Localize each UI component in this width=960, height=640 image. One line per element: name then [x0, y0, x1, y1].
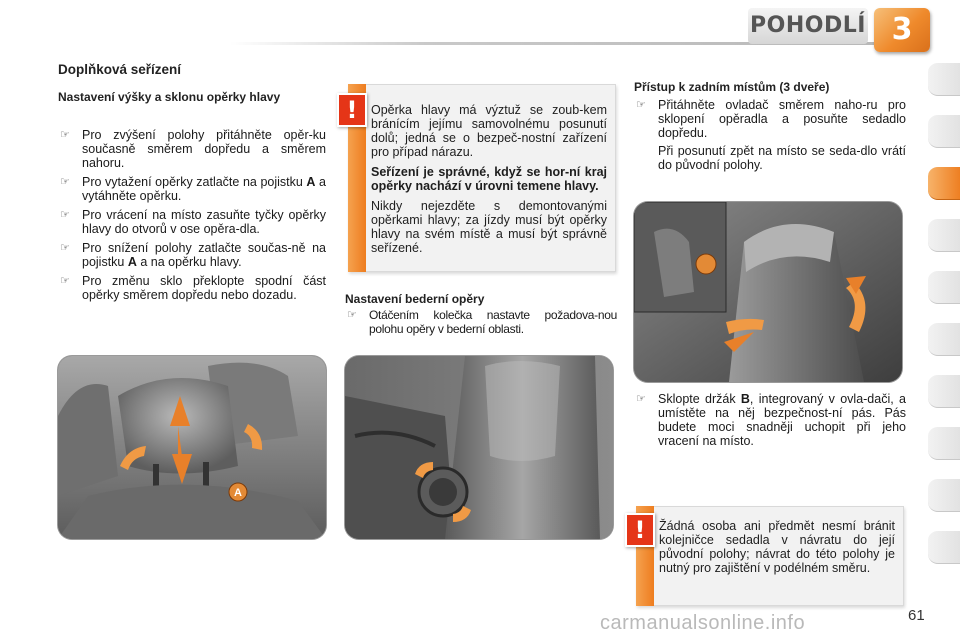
warning-text	[659, 519, 895, 581]
section-heading: Doplňková seřízení	[58, 62, 182, 77]
warning-box-headrest	[348, 84, 616, 272]
warning-paragraph: Nikdy nejezděte s demontovanými opěrkami hlavy; za jízdy musí být opěrky hlavy na svém místě a musí být správně seřízené.	[371, 199, 607, 255]
chapter-title: POHODLÍ	[748, 8, 868, 44]
list-item: ☞ Otáčením kolečka nastavte požadova-nou polohu opěry v bederní oblasti.	[347, 308, 617, 336]
pointing-hand-icon: ☞	[636, 393, 646, 405]
warning-paragraph-bold: Seřízení je správné, když se hor-ní kraj opěrky nachází v úrovni temene hlavy.	[371, 165, 607, 193]
warning-text	[371, 103, 607, 261]
rear-access-instructions	[634, 98, 906, 145]
chapter-tab-1[interactable]	[928, 62, 960, 96]
pointing-hand-icon: ☞	[636, 99, 646, 111]
lumbar-photo	[345, 356, 613, 539]
chapter-tab-7[interactable]	[928, 374, 960, 408]
exclamation-icon: !	[337, 93, 367, 127]
belt-holder-instructions	[634, 392, 906, 453]
list-item: ☞ Pro vytažení opěrky zatlačte na pojistku A a vytáhněte opěrku.	[60, 175, 326, 203]
lumbar-illustration	[345, 356, 613, 539]
warning-paragraph: Žádná osoba ani předmět nesmí bránit kolejničce sedadla v návratu do její původní polohy; návrat do této polohy je nutný pro zajištění v podélném směru.	[659, 519, 895, 575]
headrest-illustration	[58, 356, 326, 539]
warning-box-seat-rail	[636, 506, 904, 606]
list-item: ☞ Pro zvýšení polohy přitáhněte opěr-ku současně směrem dopředu a směrem nahoru.	[60, 128, 326, 170]
callout-label-a: A	[234, 487, 242, 499]
lumbar-instructions	[345, 308, 617, 341]
exclamation-icon: !	[625, 513, 655, 547]
chapter-tab-4[interactable]	[928, 218, 960, 252]
headrest-subheading: Nastavení výšky a sklonu opěrky hlavy	[58, 90, 281, 104]
pointing-hand-icon: ☞	[60, 129, 70, 141]
pointing-hand-icon: ☞	[60, 275, 70, 287]
pointing-hand-icon: ☞	[347, 309, 357, 321]
chapter-tab-3-active[interactable]	[928, 166, 960, 200]
list-item: ☞ Pro vrácení na místo zasuňte tyčky opěrky hlavy do otvorů v ose opěra-dla.	[60, 208, 326, 236]
headrest-photo	[58, 356, 326, 539]
chapter-tab-2[interactable]	[928, 114, 960, 148]
list-item: ☞ Pro změnu sklo překlopte spodní část opěrky směrem dopředu nebo dozadu.	[60, 274, 326, 302]
chapter-tab-8[interactable]	[928, 426, 960, 460]
list-item: ☞ Sklopte držák B, integrovaný v ovla-dači, a umístěte na něj bezpečnost-ní pás. Pás budete moci snadněji uchopit při jeho vracení na místo.	[636, 392, 906, 448]
rear-access-photo	[634, 202, 902, 382]
chapter-number-badge: 3	[874, 8, 930, 52]
headrest-instructions	[58, 128, 326, 307]
chapter-tab-6[interactable]	[928, 322, 960, 356]
pointing-hand-icon: ☞	[60, 176, 70, 188]
pointing-hand-icon: ☞	[60, 209, 70, 221]
chapter-tab-10[interactable]	[928, 530, 960, 564]
chapter-tab-5[interactable]	[928, 270, 960, 304]
lumbar-subheading: Nastavení bederní opěry	[345, 292, 485, 306]
watermark: carmanualsonline.info	[600, 612, 806, 634]
warning-paragraph: Opěrka hlavy má výztuž se zoub-kem bránícím jejímu samovolnému posunutí dolů; jedná se o bezpeč-nostní zařízení pro případ nárazu.	[371, 103, 607, 159]
list-item: ☞ Přitáhněte ovladač směrem naho-ru pro sklopení opěradla a posuňte sedadlo dopředu.	[636, 98, 906, 140]
list-item: ☞ Pro snížení polohy zatlačte součas-ně na pojistku A a na opěrku hlavy.	[60, 241, 326, 269]
page-number: 61	[908, 607, 925, 624]
seat-folding-illustration	[634, 202, 902, 382]
rear-access-note: Při posunutí zpět na místo se seda-dlo vrátí do původní polohy.	[658, 144, 906, 172]
chapter-tab-9[interactable]	[928, 478, 960, 512]
rear-access-subheading: Přístup k zadním místům (3 dveře)	[634, 80, 830, 94]
pointing-hand-icon: ☞	[60, 242, 70, 254]
chapter-tabs	[928, 62, 960, 632]
